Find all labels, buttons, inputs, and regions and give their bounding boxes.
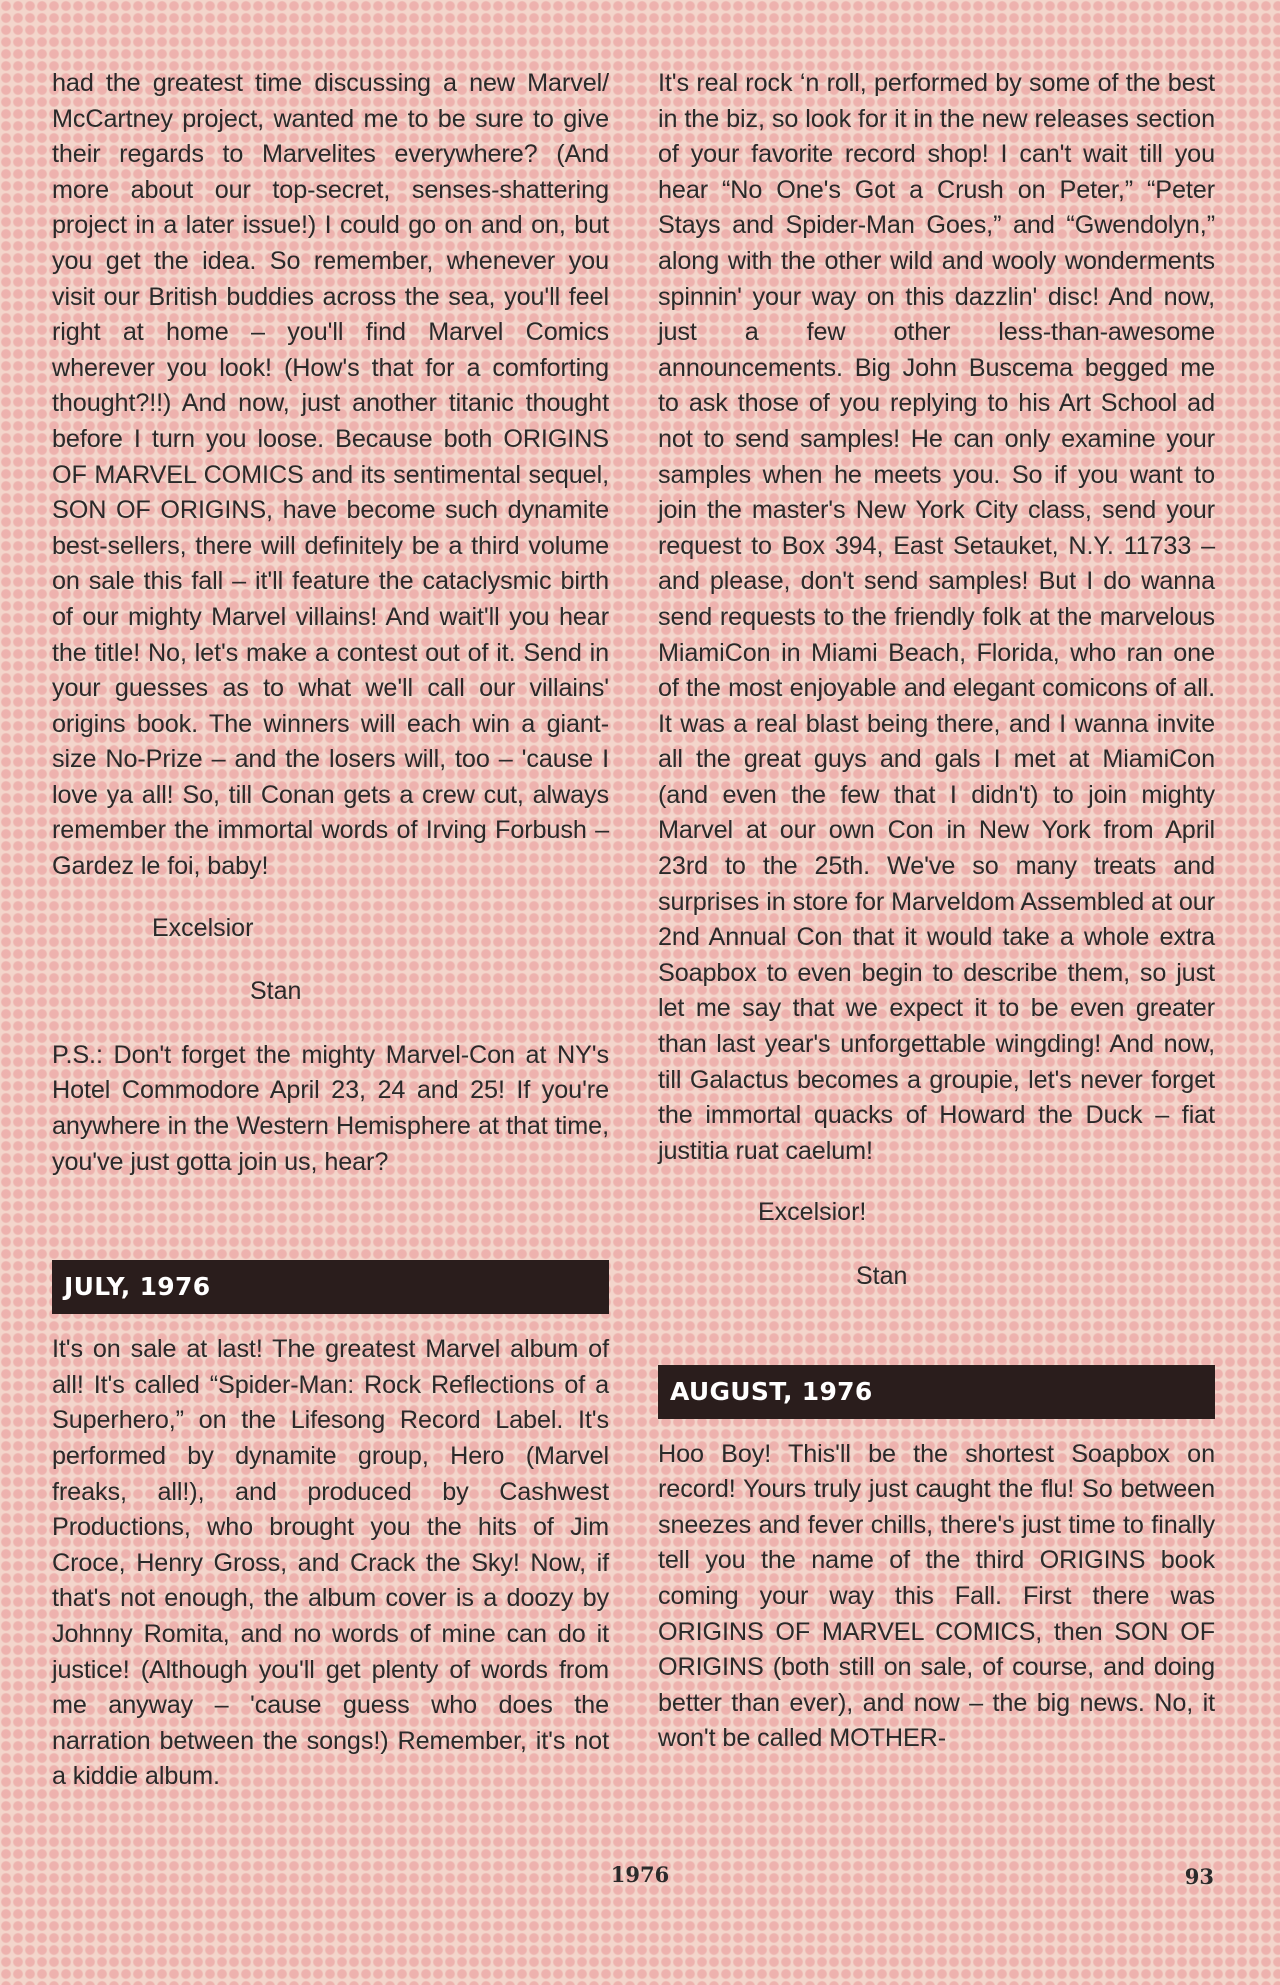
- postscript-paragraph: P.S.: Don't forget the mighty Marvel-Con at NY's Hotel Commodore April 23, 24 and 25! If you're anywhere in the Western Hemisphere at that time, you've just gotta join us, hear?: [52, 1040, 609, 1176]
- left-column: [52, 66, 609, 1795]
- intro-paragraph: had the greatest time discussing a new Marvel/ McCartney project, wanted me to be sure to give their regards to Marvelites everywhere? (And more about our top-secret, senses-shattering project in a later issue!) I could go on and on, but you get the idea. So remember, whenever you visit our British buddies across the sea, you'll feel right at home – you'll find Marvel Comics wherever you look! (How's that for a comforting thought?!!) And now, just another titanic thought before I turn you loose. Because both ORIGINS OF MARVEL COMICS and its sentimental sequel, SON OF ORIGINS, have become such dynamite best-sellers, there will definitely be a third volume on sale this fall – it'll feature the cataclysmic birth of our mighty Marvel villains! And wait'll you hear the title! No, let's make a contest out of it. Send in your guesses as to what we'll call our villains' origins book. The winners will each win a giant-size No-Prize – and the losers will, too – 'cause I love ya all! So, till Conan gets a crew cut, always remember the immortal words of Irving Forbush – Gardez le foi, baby!: [52, 69, 609, 881]
- right-column: [658, 66, 1215, 1757]
- footer-year: 1976: [610, 1862, 670, 1887]
- signoff-excelsior-2: Excelsior!: [758, 1198, 867, 1227]
- signature-stan: Stan: [250, 977, 302, 1006]
- july-continued-paragraph: It's real rock ‘n roll, performed by some of the best in the biz, so look for it in the new releases section of your favorite record shop! I can't wait till you hear “No One's Got a Crush on Peter,” “Peter Stays and Spider-Man Goes,” and “Gwendolyn,” along with the other wild and wooly wonderments spinnin' your way on this dazzlin' disc! And now, just a few other less-than-awesome announcements. Big John Buscema begged me to ask those of you replying to his Art School ad not to send samples! He can only examine your samples when he meets you. So if you want to join the master's New York City class, send your request to Box 394, East Setauket, N.Y. 11733 – and please, don't send samples! But I do wanna send requests to the friendly folk at the marvelous MiamiCon in Miami Beach, Florida, who ran one of the most enjoyable and elegant comicons of all. It was a real blast being there, and I wanna invite all the great guys and gals I met at MiamiCon (and even the few that I didn't) to join mighty Marvel at our own Con in New York from April 23rd to the 25th. We've so many treats and surprises in store for Marveldom Assembled at our 2nd Annual Con that it would take a whole extra Soapbox to even begin to describe them, so just let me say that we expect it to be even greater than last year's unforgettable wingding! And now, till Galactus becomes a groupie, let's never forget the immortal quacks of Howard the Duck – fiat justitia ruat caelum!: [658, 69, 1215, 1165]
- page-number: 93: [1184, 1864, 1214, 1889]
- august-paragraph: Hoo Boy! This'll be the shortest Soapbox on record! Yours truly just caught the flu! So between sneezes and fever chills, there's just time to finally tell you the name of the third ORIGINS book coming your way this Fall. First there was ORIGINS OF MARVEL COMICS, then SON OF ORIGINS (both still on sale, of course, and doing better than ever), and now – the big news. No, it won't be called MOTHER-: [658, 1439, 1215, 1753]
- section-header-august-1976: AUGUST, 1976: [658, 1365, 1215, 1419]
- signoff-excelsior: Excelsior: [152, 913, 254, 942]
- signature-stan-2: Stan: [856, 1262, 908, 1290]
- section-header-july-1976: JULY, 1976: [52, 1260, 609, 1314]
- july-paragraph: It's on sale at last! The greatest Marvel album of all! It's called “Spider-Man: Rock Reflections of a Superhero,” on the Lifesong Record Label. It's performed by dynamite group, Hero (Marvel freaks, all!), and produced by Cashwest Productions, who brought you the hits of Jim Croce, Henry Gross, and Crack the Sky! Now, if that's not enough, the album cover is a doozy by Johnny Romita, and no words of mine can do it justice! (Although you'll get plenty of words from me anyway – 'cause guess who does the narration between the songs!) Remember, it's not a kiddie album.: [52, 1335, 609, 1791]
